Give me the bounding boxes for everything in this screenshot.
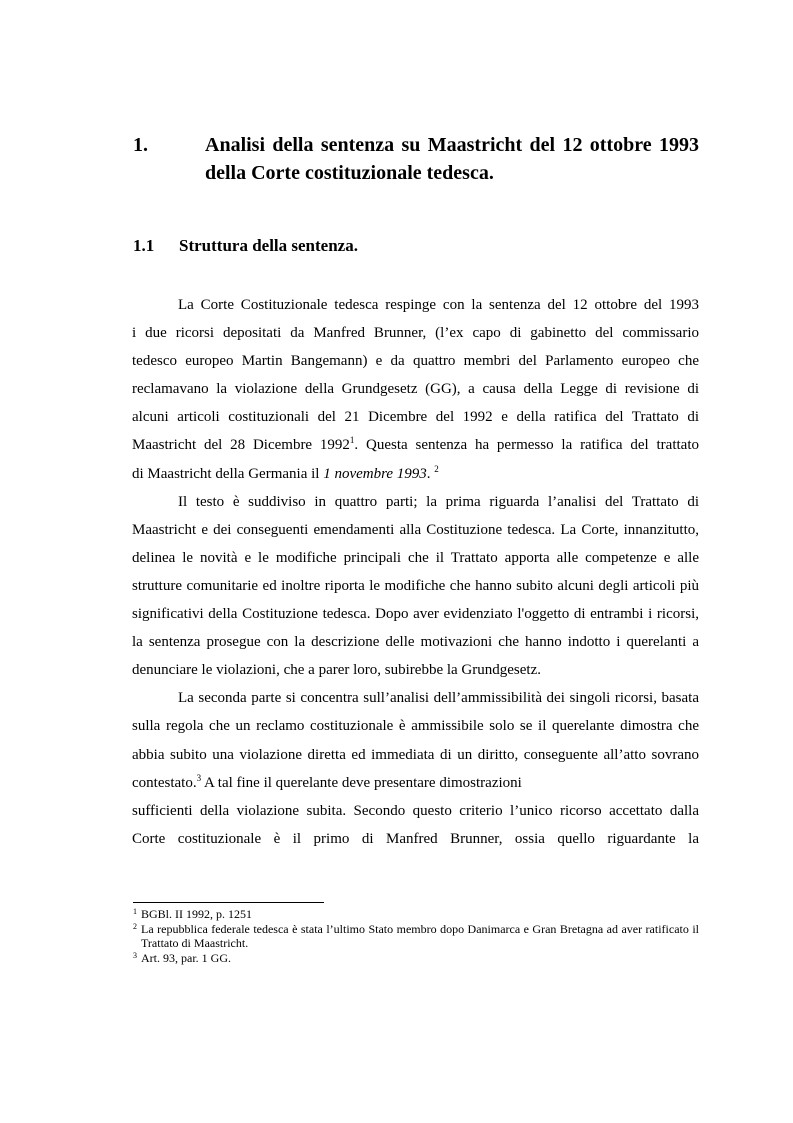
footnote [133,907,699,922]
paragraph-text: di Maastricht della Germania il [132,465,324,482]
paragraph-text: Maastricht del 28 Dicembre 1992 [132,437,350,454]
paragraph-line [132,431,699,459]
paragraph-line: Corte costituzionale è il primo di Manfred Brunner, ossia quello riguardante la [132,830,699,847]
footnote-text: La repubblica federale tedesca è stata l’ultimo Stato membro dopo Danimarca e Gran Bretagna ad aver ratificato il Trattato di Maastricht. [141,921,699,950]
body-text [132,291,699,853]
paragraph-line: i due ricorsi depositati da Manfred Brunner, (l’ex capo di gabinetto del commissario [132,325,699,342]
footnote [133,922,699,951]
footnotes [133,907,699,965]
footnote-number: 2 [133,921,137,931]
footnote-ref-3[interactable]: 3 [196,772,202,783]
date-italic: 1 novembre 1993 [323,465,427,482]
paragraph-line: La Corte Costituzionale tedesca respinge con la sentenza del 12 ottobre del 1993 [178,297,699,313]
footnote-ref-1[interactable]: 1 [349,435,355,446]
chapter-heading [133,131,699,187]
paragraph-line: alcuni articoli costituzionali del 21 Dicembre del 1992 e della ratifica del Trattato di [132,409,699,426]
paragraph-line: sufficienti della violazione subita. Secondo questo criterio l’unico ricorso accettato dalla [132,802,699,819]
paragraph: Il testo è suddiviso in quattro parti; la prima riguarda l’analisi del Trattato di Maastricht e dei conseguenti emendamenti alla Costituzione tedesca. La Corte, innanzitutto, delinea le novità e le modifiche principali che il Trattato apporta alle competenze e alle strutture comunitarie ed inoltre riporta le modifiche che hanno subito alcuni degli articoli più significativi della Costituzione tedesca. Dopo aver evidenziato l'oggetto di entrambi i ricorsi, la sentenza prosegue con la descrizione delle motivazioni che hanno indotto i querelanti a denunciare le violazioni, che a parer loro, subirebbe la Grundgesetz. [132,493,699,679]
footnote-separator [133,902,324,903]
footnote-text: BGBl. II 1992, p. 1251 [141,907,252,921]
paragraph-text: La seconda parte si concentra sull’analisi dell’ammissibilità dei singoli ricorsi, basata sulla regola che un reclamo costituzionale è ammissibile solo se il querelante dimostra che abbia subito una violazione diretta ed immediata di un diritto, conseguente all’atto sovrano contestato. [132,690,699,791]
footnote-ref-2[interactable]: 2 [434,463,439,474]
footnote-number: 3 [133,950,137,960]
paragraph [132,291,699,488]
paragraph [132,684,699,853]
paragraph-line: reclamavano la violazione della Grundgesetz (GG), a causa della Legge di revisione di [132,381,699,398]
section-heading [133,234,699,258]
section-number: 1.1 [133,236,155,255]
chapter-title: Analisi della sentenza su Maastricht del 12 ottobre 1993 della Corte costituzionale tedesca. [205,134,699,184]
footnote-number: 1 [133,907,137,916]
footnote-text: Art. 93, par. 1 GG. [141,950,231,965]
paragraph-text: A tal fine il querelante deve presentare dimostrazioni [204,774,522,791]
chapter-number: 1. [133,134,148,156]
section-title: Struttura della sentenza. [179,236,358,255]
paragraph-text: . Questa sentenza ha permesso la ratifica del trattato [354,437,699,454]
paragraph-line: tedesco europeo Martin Bangemann) e da quattro membri del Parlamento europeo che [132,353,699,370]
footnote [133,951,699,966]
paragraph-text: . [426,465,435,482]
